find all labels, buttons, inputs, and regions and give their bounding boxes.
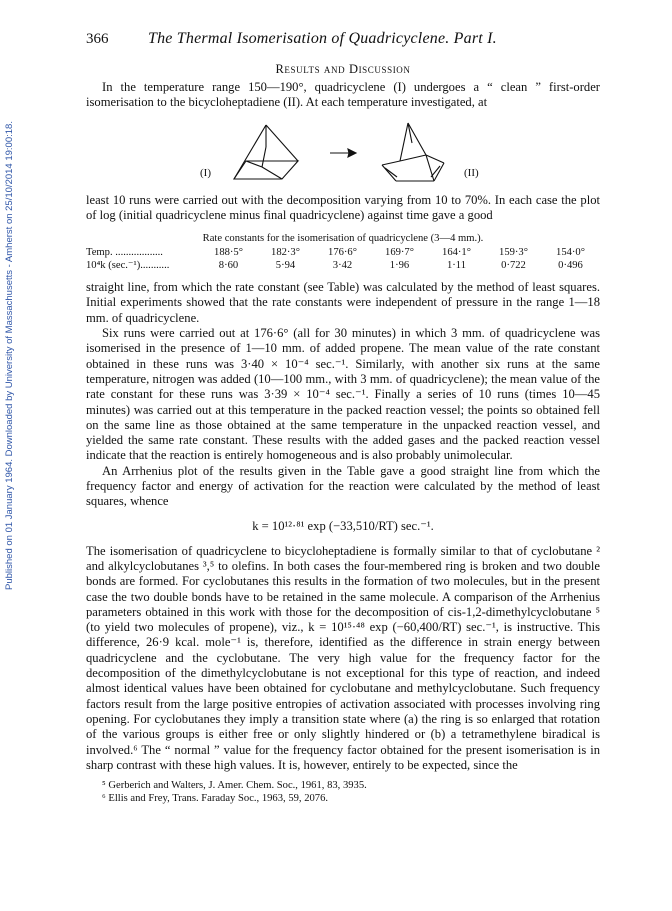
rate-cell: 5·94: [275, 259, 296, 271]
rate-cell: 1·11: [446, 259, 467, 271]
footnotes: [86, 780, 600, 805]
page-number: 366: [86, 31, 109, 47]
structures-svg: [86, 117, 600, 189]
paragraph-5: An Arrhenius plot of the results given in the Table gave a good straight line from which the frequency factor and energy of activation for the reaction were calculated by the method of least squares, whence: [86, 463, 600, 509]
running-title: The Thermal Isomerisation of Quadricyclene. Part I.: [148, 30, 497, 47]
reaction-arrow: [330, 149, 356, 157]
rate-table: [86, 233, 600, 272]
temp-cell: 176·6°: [328, 247, 357, 259]
section-title: Results and Discussion: [275, 62, 411, 76]
table-row-rate: [86, 260, 600, 273]
temp-cell: 182·3°: [271, 247, 300, 259]
temp-cell: 154·0°: [556, 247, 585, 259]
rate-cell: 8·60: [218, 259, 239, 271]
row-label-temp: Temp. ..................: [86, 247, 163, 259]
temp-cell: 169·7°: [385, 247, 414, 259]
footnote-5: ⁵ Gerberich and Walters, J. Amer. Chem. Soc., 1961, 83, 3935.: [102, 780, 367, 792]
temp-cell: 188·5°: [214, 247, 243, 259]
quadricyclene-structure: [234, 125, 298, 179]
rate-cell: 1·96: [389, 259, 410, 271]
rate-cell: 0·722: [501, 259, 526, 271]
page-header: [86, 30, 600, 48]
paragraph-4: Six runs were carried out at 176·6° (all for 30 minutes) in which 3 mm. of quadricyclene was isomerised in the presence of 1—10 mm. of added propene. The mean value of the rate constant obtained in these runs was 3·40 × 10⁻⁴ sec.⁻¹. Similarly, with another six runs at the same temperature, nitrogen was added (10—100 mm., with 3 mm. of quadricyclene); the mean value of the rate constant for these runs was 3·39 × 10⁻⁴ sec.⁻¹. Finally a series of 10 runs (times 10—45 minutes) was carried out at this temperature in the packed reaction vessel; the points so obtained fell on the same line as those obtained at the same temperature in the unpacked reaction vessel, and yielded the same rate constant. These results with the added gases and the packed reaction vessel indicate that the reaction is entirely homogeneous and is also probably unimolecular.: [86, 326, 600, 463]
temp-cell: 159·3°: [499, 247, 528, 259]
paragraph-2: least 10 runs were carried out with the decomposition varying from 10 to 70%. In each case the plot of log (initial quadricyclene minus final quadricyclene) against time gave a good: [86, 192, 600, 222]
temp-cell: 164·1°: [442, 247, 471, 259]
page-content: [86, 30, 600, 805]
rate-cell: 3·42: [332, 259, 353, 271]
label-compound-1: (I): [200, 166, 211, 179]
paragraph-1: In the temperature range 150—190°, quadricyclene (I) undergoes a “ clean ” first-order isomerisation to the bicycloheptadiene (II). At each temperature investigated, at: [86, 80, 600, 110]
table-caption: Rate constants for the isomerisation of quadricyclene (3—4 mm.).: [202, 233, 484, 245]
arrhenius-equation: k = 10¹²·⁸¹ exp (−33,510/RT) sec.⁻¹.: [252, 518, 434, 533]
download-watermark-text: Published on 01 January 1964. Downloaded by University of Massachusetts - Amherst on 25/10/2014 19:00:18.: [4, 121, 15, 590]
download-watermark: [0, 0, 26, 911]
paragraph-3: straight line, from which the rate constant (see Table) was calculated by the method of least squares. Initial experiments showed that the rate constants were independent of pressure in the range 1—18 mm. of quadricyclene.: [86, 280, 600, 325]
rate-cell: 0·496: [558, 259, 583, 271]
paragraph-6: The isomerisation of quadricyclene to bicycloheptadiene is formally similar to that of cyclobutane ² and alkylcyclobutanes ³,⁵ to olefins. In both cases the four-membered ring is broken and two double bonds are formed. For cyclobutanes this results in the formation of two molecules, but in the present case the two double bonds have to be retained in the same molecule. A comparison of the Arrhenius parameters obtained in this work with those for the decomposition of cis-1,2-dimethylcyclobutane ⁵ (to yield two molecules of propene), viz., k = 10¹⁵·⁴⁸ exp (−60,400/RT) sec.⁻¹, is instructive. This difference, 26·9 kcal. mole⁻¹ is, therefore, identified as the difference in strain energy between quadricyclene and the cyclobutane. The very high value for the frequency factor for the decomposition of the dimethylcyclobutane is not exceptional for this type of reaction, and indeed almost identical values have been obtained for cyclobutane and methylcyclobutane. Such frequency factors result from the large positive entropies of activation associated with processes involving ring opening. For cyclobutanes they imply a transition state where (a) the ring is so enlarged that rotation of the various groups is either free or only slightly hindered or (b) a tetramethylene biradical is involved.⁶ The “ normal ” value for the frequency factor obtained for the present isomerisation is in sharp contrast with these high values. It is, however, entirely to be expected, since the: [86, 543, 600, 772]
table-row-temperature: [86, 247, 600, 260]
bicycloheptadiene-structure: [382, 123, 444, 181]
row-label-rate: 10⁴k (sec.⁻¹)...........: [86, 259, 170, 271]
structure-figure: [86, 117, 600, 189]
label-compound-2: (II): [464, 166, 479, 179]
footnote-6: ⁶ Ellis and Frey, Trans. Faraday Soc., 1963, 59, 2076.: [102, 792, 329, 804]
